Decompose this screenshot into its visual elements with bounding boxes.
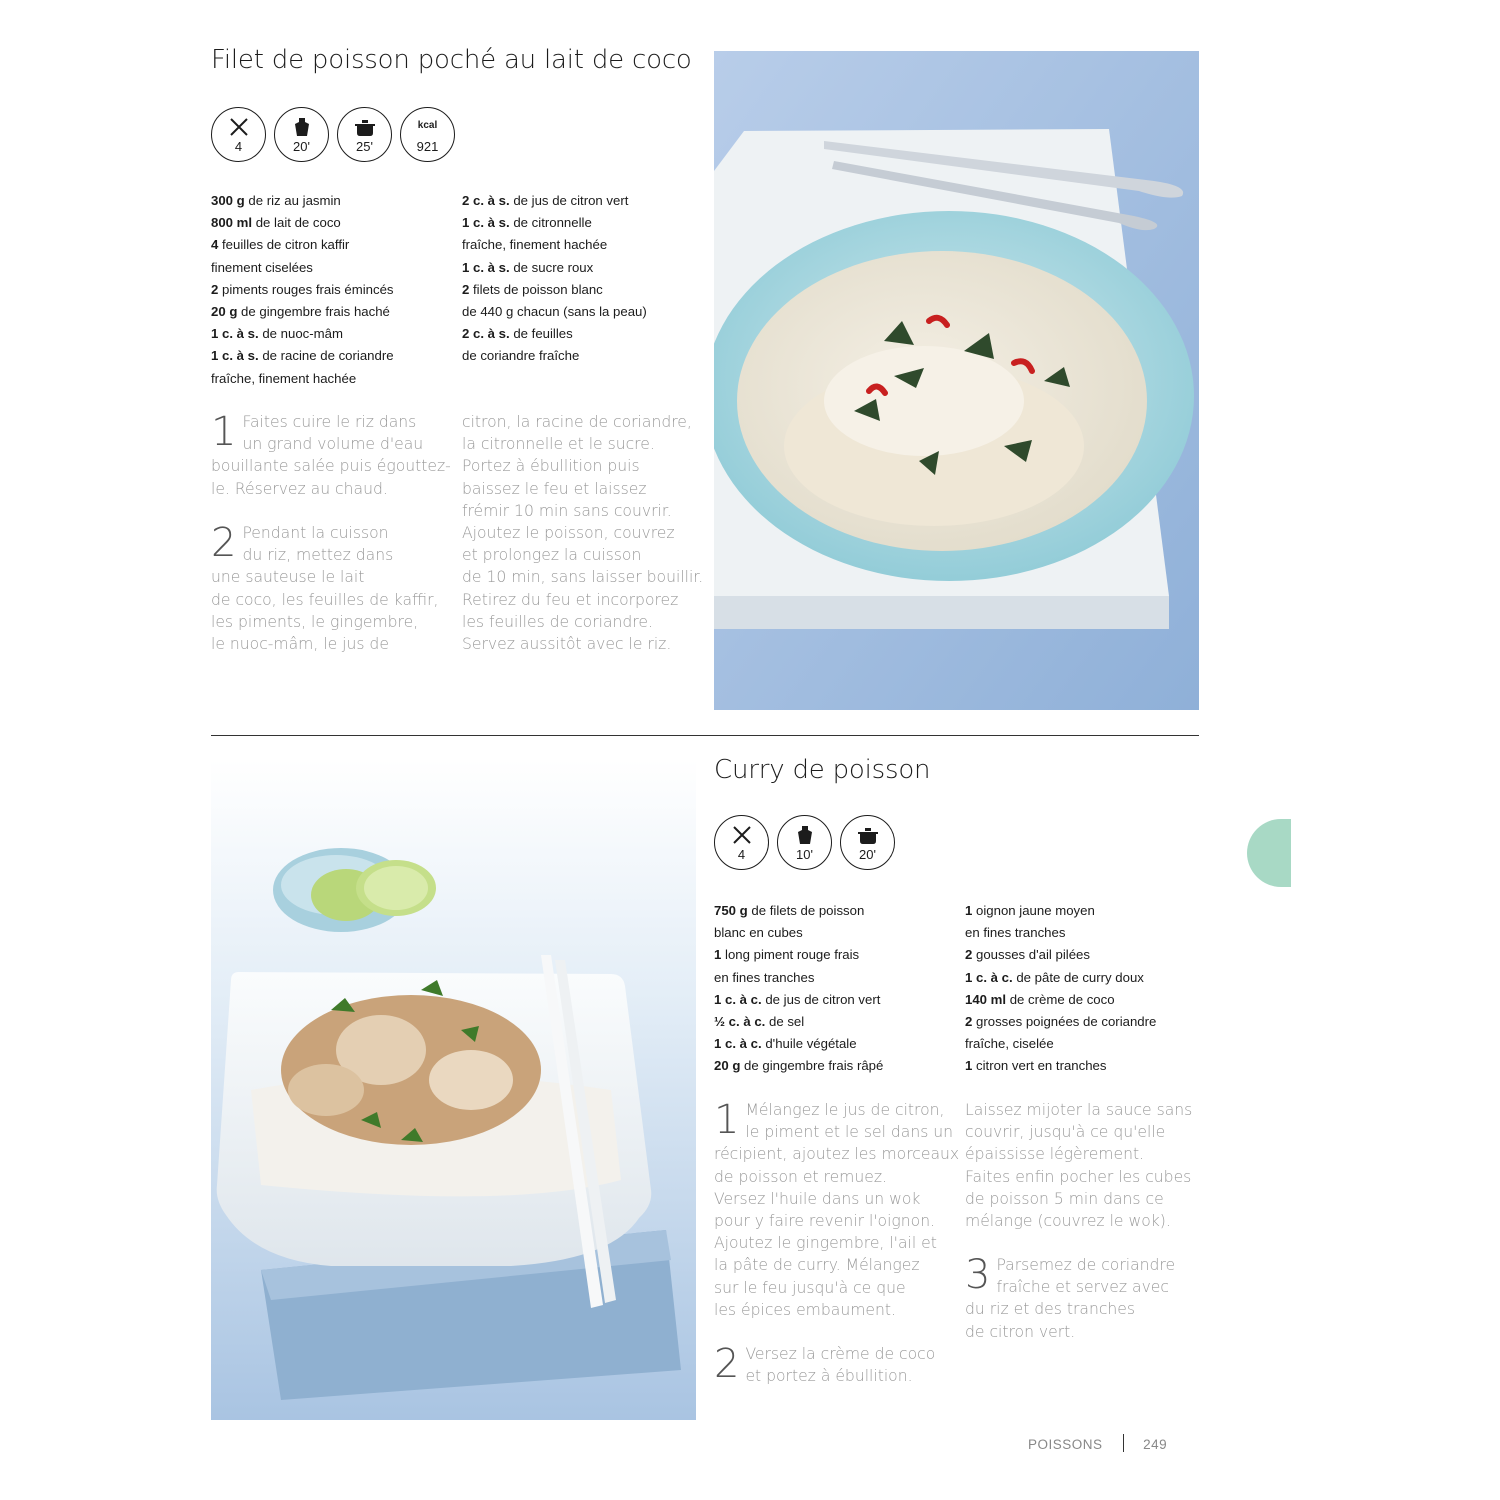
page-number: 249 bbox=[1143, 1437, 1168, 1452]
step-2-continued: Laissez mijoter la sauce sans couvrir, jusqu'à ce qu'elle épaississe légèrement. Faites enfin pocher les cubes de poisson 5 min dans ce mélange (couvrez le wok). bbox=[965, 1101, 1193, 1230]
calories-badge bbox=[400, 107, 455, 162]
cook-time-value: 20' bbox=[859, 847, 876, 862]
ingredient-line: de 440 g chacun (sans la peau) bbox=[462, 303, 647, 319]
ingredient-line: en fines tranches bbox=[965, 925, 1066, 941]
servings-value: 4 bbox=[737, 847, 746, 862]
ingredient-line: 2 c. à s. de feuilles bbox=[462, 326, 573, 342]
step-number: 2 bbox=[211, 520, 237, 566]
ingredient-line: 2 piments rouges frais émincés bbox=[211, 281, 394, 297]
ingredient-line: 1 c. à s. de racine de coriandre bbox=[211, 348, 394, 364]
ingredient-line: 1 c. à c. d'huile végétale bbox=[714, 1036, 857, 1052]
recipe-title: Filet de poisson poché au lait de coco bbox=[211, 45, 692, 75]
page-footer bbox=[1028, 1434, 1167, 1452]
ingredient-line: 2 filets de poisson blanc bbox=[462, 281, 603, 297]
ingredient-line: 300 g de riz au jasmin bbox=[211, 193, 341, 208]
apron-icon bbox=[794, 824, 816, 846]
cutlery-icon bbox=[228, 116, 250, 138]
ingredients-left bbox=[211, 190, 394, 390]
ingredient-line: blanc en cubes bbox=[714, 925, 803, 941]
ingredient-line: fraîche, ciselée bbox=[965, 1036, 1054, 1052]
footer-separator bbox=[1123, 1434, 1124, 1452]
ingredient-line: de coriandre fraîche bbox=[462, 348, 580, 364]
servings-badge bbox=[714, 815, 769, 870]
ingredients-right bbox=[965, 900, 1156, 1078]
ingredients-left bbox=[714, 900, 883, 1078]
prep-time-badge bbox=[777, 815, 832, 870]
ingredient-line: 1 citron vert en tranches bbox=[965, 1058, 1107, 1074]
section-name: POISSONS bbox=[1028, 1437, 1103, 1452]
section-divider bbox=[211, 735, 1199, 736]
ingredient-line: 800 ml de lait de coco bbox=[211, 215, 341, 231]
step-2-continued: citron, la racine de coriandre, la citronnelle et le sucre. Portez à ébullition puis baissez le feu et laissez frémir 10 min sans couvrir. Ajoutez le poisson, couvrez et prolongez la cuisson de 10 min, sans laisser bouillir. Retirez du feu et incorporez les feuilles de coriandre. Servez aussitôt avec le riz. bbox=[462, 413, 704, 653]
step-3: 3 Parsemez de coriandre fraîche et servez avec du riz et des tranches de citron vert. bbox=[965, 1252, 1176, 1341]
ingredient-line: 20 g de gingembre frais râpé bbox=[714, 1058, 884, 1074]
section-tab[interactable] bbox=[1247, 819, 1291, 887]
kcal-label: kcal bbox=[417, 120, 438, 131]
cook-time-value: 25' bbox=[356, 139, 373, 154]
recipe-icons bbox=[714, 815, 895, 870]
cook-time-badge bbox=[840, 815, 895, 870]
step-number: 1 bbox=[714, 1097, 740, 1143]
ingredient-line: fraîche, finement hachée bbox=[211, 370, 357, 386]
ingredient-line: 2 c. à s. de jus de citron vert bbox=[462, 193, 629, 208]
cook-time-badge bbox=[337, 107, 392, 162]
ingredient-line: 20 g de gingembre frais haché bbox=[211, 303, 390, 319]
ingredient-line: 1 c. à s. de citronnelle bbox=[462, 215, 592, 231]
ingredient-line: 1 c. à c. de jus de citron vert bbox=[714, 991, 881, 1007]
prep-time-value: 20' bbox=[293, 139, 310, 154]
ingredient-line: 750 g de filets de poisson bbox=[714, 903, 865, 918]
servings-value: 4 bbox=[234, 139, 243, 154]
step-2: 2 Versez la crème de coco et portez à ébullition. bbox=[714, 1341, 936, 1387]
recipe-icons bbox=[211, 107, 455, 162]
recipe-title: Curry de poisson bbox=[714, 755, 931, 785]
dish-photo bbox=[714, 51, 1199, 710]
ingredients-right bbox=[462, 190, 647, 368]
step-2: 2 Pendant la cuisson du riz, mettez dans une sauteuse le lait de coco, les feuilles de kaffir, les piments, le gingembre, le nuoc-mâm, le jus de bbox=[211, 520, 439, 653]
ingredient-line: 1 c. à s. de nuoc-mâm bbox=[211, 326, 343, 342]
ingredient-line: en fines tranches bbox=[714, 969, 815, 985]
ingredient-line: 1 long piment rouge frais bbox=[714, 947, 860, 963]
ingredient-line: 1 c. à c. de pâte de curry doux bbox=[965, 969, 1144, 985]
ingredient-line: 2 grosses poignées de coriandre bbox=[965, 1013, 1157, 1029]
pot-icon bbox=[856, 824, 880, 846]
servings-badge bbox=[211, 107, 266, 162]
ingredient-line: fraîche, finement hachée bbox=[462, 237, 608, 253]
ingredient-line: 2 gousses d'ail pilées bbox=[965, 947, 1090, 963]
step-number: 1 bbox=[211, 409, 237, 455]
prep-time-value: 10' bbox=[796, 847, 813, 862]
ingredient-line: 140 ml de crème de coco bbox=[965, 991, 1115, 1007]
dish-photo bbox=[211, 760, 696, 1420]
step-1: 1 Faites cuire le riz dans un grand volume d'eau bouillante salée puis égouttez- le. Réservez au chaud. bbox=[211, 409, 451, 498]
ingredient-line: ½ c. à c. de sel bbox=[714, 1013, 805, 1029]
step-1: 1 Mélangez le jus de citron, le piment et le sel dans un récipient, ajoutez les morceaux de poisson et remuez. Versez l'huile dans un wok pour y faire revenir l'oignon. Ajoutez le gingembre, l'ail et la pâte de curry. Mélangez sur le feu jusqu'à ce que les épices embaument. bbox=[714, 1097, 960, 1319]
ingredient-line: 1 oignon jaune moyen bbox=[965, 903, 1095, 918]
cutlery-icon bbox=[731, 824, 753, 846]
calories-value: 921 bbox=[416, 139, 439, 154]
step-number: 3 bbox=[965, 1252, 991, 1298]
step-number: 2 bbox=[714, 1341, 740, 1387]
ingredient-line: finement ciselées bbox=[211, 259, 313, 275]
ingredient-line: 4 feuilles de citron kaffir bbox=[211, 237, 350, 253]
apron-icon bbox=[291, 116, 313, 138]
prep-time-badge bbox=[274, 107, 329, 162]
pot-icon bbox=[353, 116, 377, 138]
ingredient-line: 1 c. à s. de sucre roux bbox=[462, 259, 594, 275]
